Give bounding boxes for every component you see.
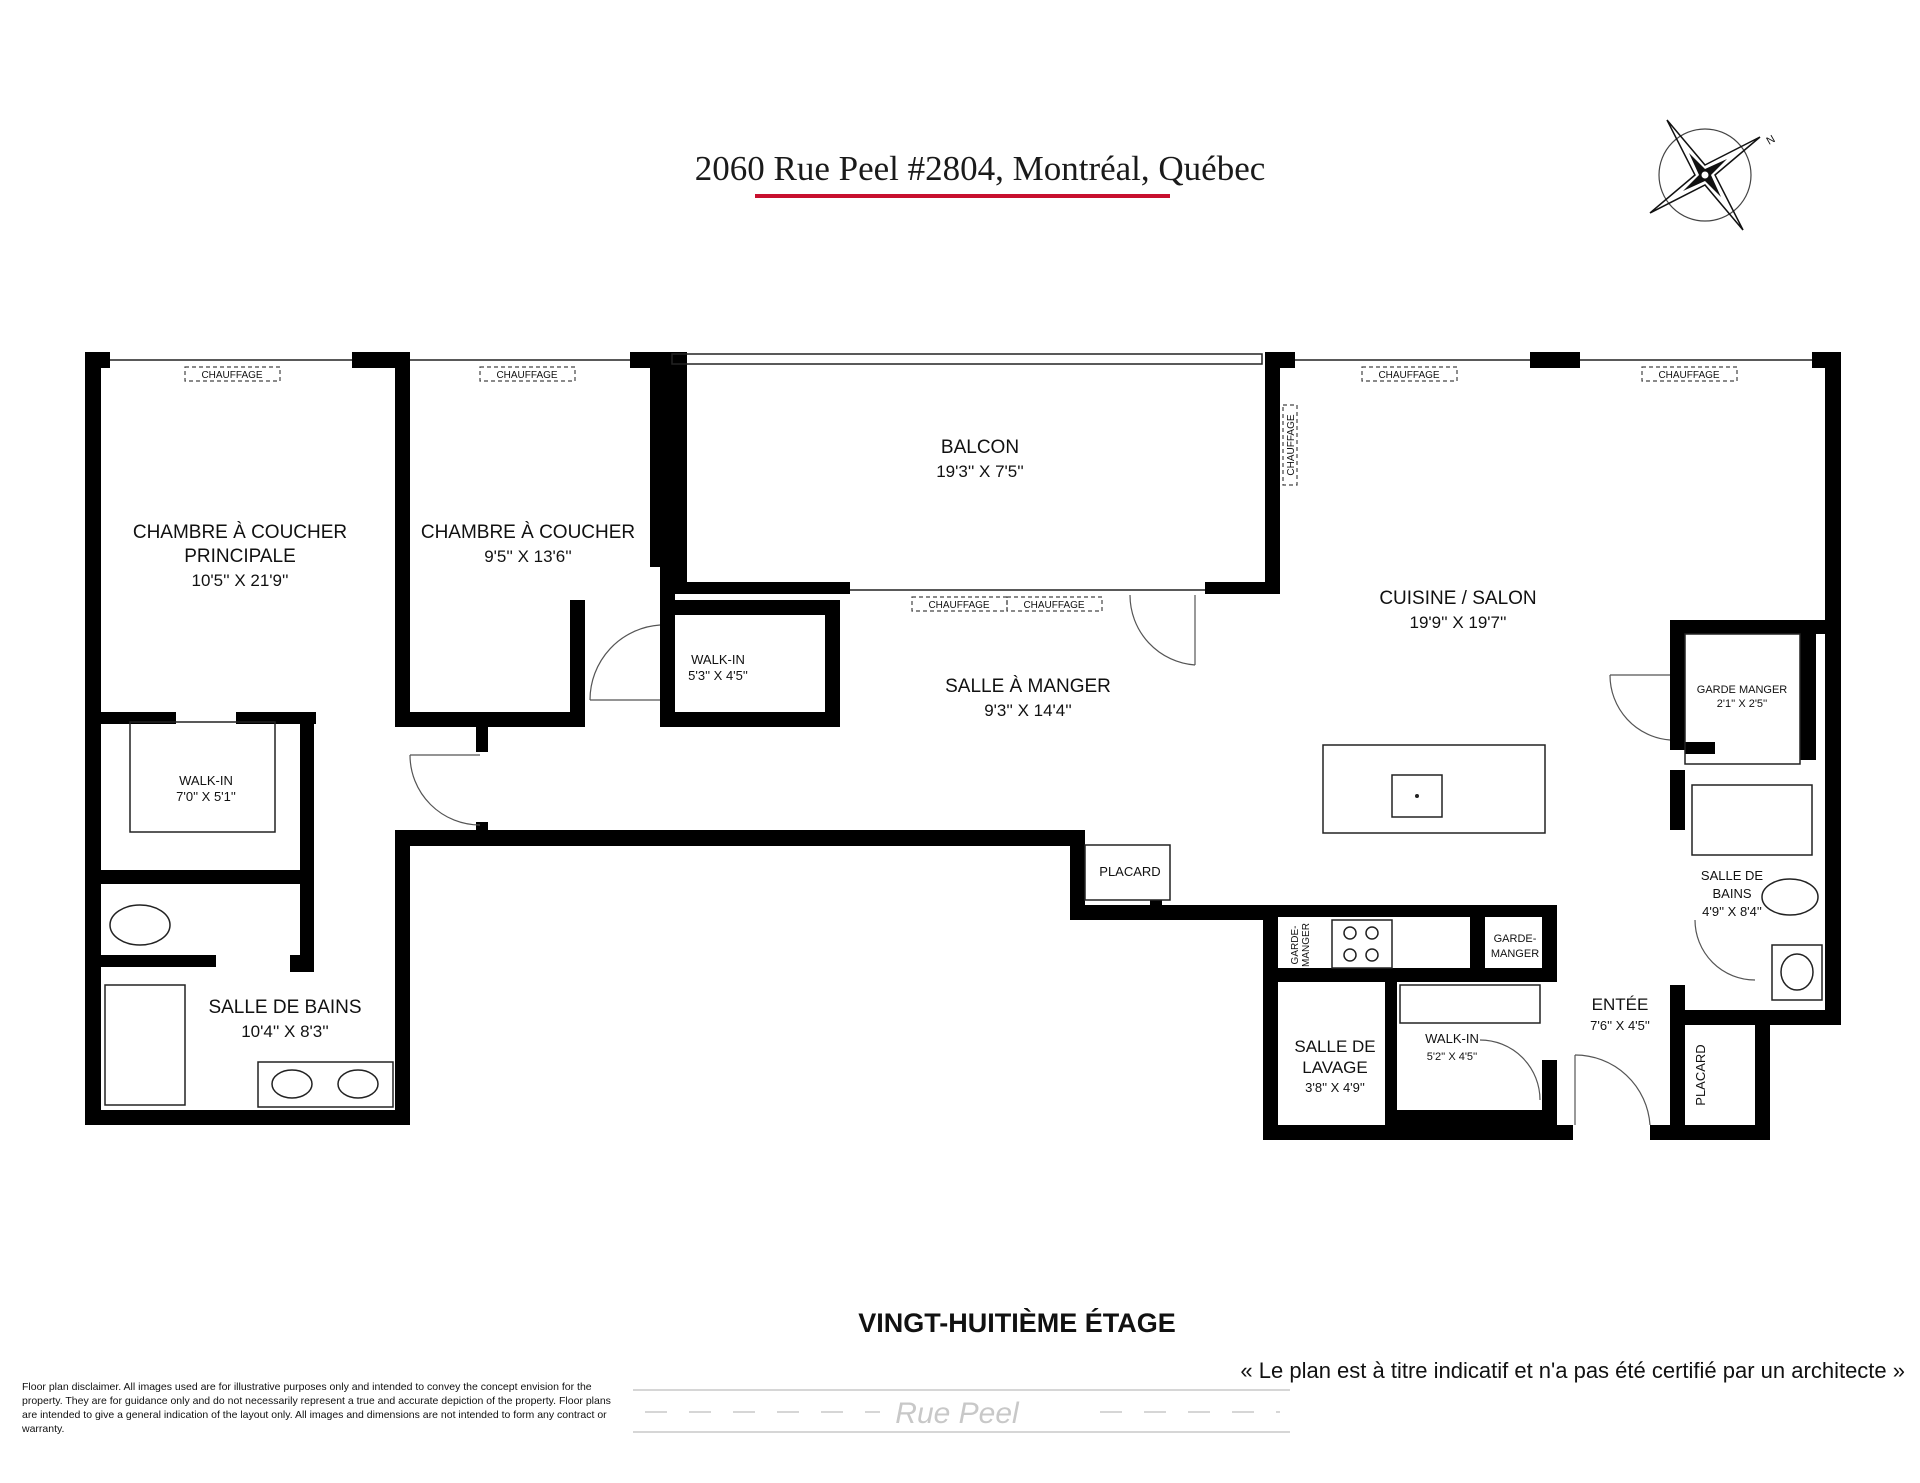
room-bath-second-name: SALLE DE (1700, 868, 1764, 883)
room-bedroom-name: CHAMBRE À COUCHER (420, 522, 636, 543)
room-pantry-right-name-2: MANGER (1490, 948, 1540, 960)
room-entry-dims: 7'6'' X 4'5'' (1590, 1018, 1650, 1033)
heating-label: CHAUFFAGE (1286, 414, 1297, 476)
certification-note: « Le plan est à titre indicatif et n'a pas été certifié par un architecte » (1240, 1358, 1905, 1383)
disclaimer: Floor plan disclaimer. All images used are for illustrative purposes only and intended to convey the concept envision for the property. They are for guidance only and do not necessarily represent a true and accurate depiction of the property. Floor plans are intended to give a general indication of the layout only. All images and dimensions are not intended to form any contract or warranty. (22, 1381, 611, 1435)
room-pantry-name: GARDE MANGER (1696, 684, 1788, 696)
shower-icon (105, 985, 185, 1105)
heating-units (185, 367, 1737, 611)
room-kitchen-living-dims: 19'9'' X 19'7'' (1409, 613, 1507, 632)
heating-label: CHAUFFAGE (928, 600, 990, 611)
street (633, 1390, 1290, 1432)
compass-rose-icon (1650, 120, 1777, 230)
svg-text:N: N (1764, 133, 1778, 148)
room-master-bedroom-name-2: PRINCIPALE (184, 546, 296, 567)
double-vanity-icon (258, 1062, 393, 1107)
room-laundry-dims: 3'8'' X 4'9'' (1305, 1080, 1365, 1095)
street-label: Rue Peel (895, 1397, 1019, 1430)
room-walkin-entry-dims: 5'2'' X 4'5'' (1426, 1051, 1478, 1063)
room-pantry-right-name: GARDE- (1493, 933, 1537, 945)
toilet-icon (110, 905, 170, 945)
room-bedroom-dims: 9'5'' X 13'6'' (484, 547, 572, 566)
room-closet-entry-name: PLACARD (1693, 1044, 1708, 1106)
stove-icon (1332, 920, 1392, 968)
room-pantry-left-name-2: MANGER (1301, 923, 1312, 967)
room-bath-second-dims: 4'9'' X 8'4'' (1702, 904, 1762, 919)
bathtub-icon (1692, 785, 1812, 855)
room-dining-name: SALLE À MANGER (945, 676, 1111, 697)
heating-label: CHAUFFAGE (1658, 370, 1720, 381)
room-bath-master-dims: 10'4'' X 8'3'' (241, 1022, 329, 1041)
room-walkin-entry-name: WALK-IN (1425, 1031, 1479, 1046)
room-walkin-bedroom-dims: 5'3'' X 4'5'' (688, 668, 748, 683)
room-walkin-bedroom-name: WALK-IN (691, 652, 745, 667)
heating-label: CHAUFFAGE (1378, 370, 1440, 381)
fixtures (105, 634, 1822, 1107)
room-walkin-master-name: WALK-IN (179, 773, 233, 788)
room-dining-dims: 9'3'' X 14'4'' (984, 701, 1072, 720)
room-master-bedroom-name: CHAMBRE À COUCHER (132, 522, 348, 543)
floor-label: VINGT-HUITIÈME ÉTAGE (858, 1308, 1176, 1338)
room-walkin-master-dims: 7'0'' X 5'1'' (176, 789, 236, 804)
room-closet-hall-name: PLACARD (1099, 864, 1161, 879)
heating-label: CHAUFFAGE (201, 370, 263, 381)
room-balcony-name: BALCON (940, 437, 1020, 458)
room-laundry-name-2: LAVAGE (1302, 1058, 1368, 1077)
room-pantry-dims: 2'1'' X 2'5'' (1716, 698, 1768, 710)
room-balcony-dims: 19'3'' X 7'5'' (936, 462, 1024, 481)
room-pantry-left-name: GARDE- (1290, 925, 1301, 965)
heating-label: CHAUFFAGE (496, 370, 558, 381)
room-master-bedroom-dims: 10'5'' X 21'9'' (191, 571, 289, 590)
page-title: 2060 Rue Peel #2804, Montréal, Québec (694, 149, 1266, 188)
room-bath-second-name-2: BAINS (1712, 886, 1752, 901)
room-laundry-name: SALLE DE (1294, 1037, 1376, 1056)
room-kitchen-living-name: CUISINE / SALON (1379, 588, 1537, 609)
room-entry-name: ENTÉE (1591, 995, 1649, 1014)
title-underline (755, 194, 1170, 198)
kitchen-island (1323, 745, 1545, 833)
heating-label: CHAUFFAGE (1023, 600, 1085, 611)
room-bath-master-name: SALLE DE BAINS (208, 997, 362, 1018)
